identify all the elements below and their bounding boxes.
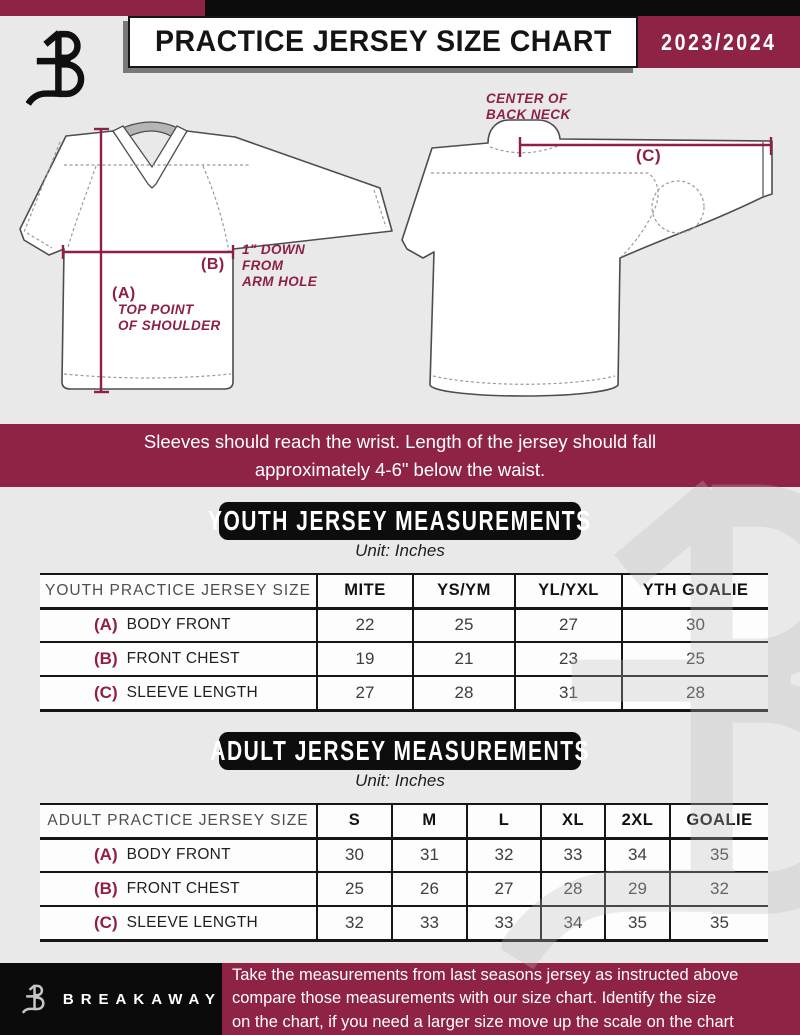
- footer-instructions-line-2: compare those measurements with our size chart. Identify the size: [232, 989, 717, 1008]
- column-header: YL/YXL: [515, 574, 622, 608]
- value-cell: 35: [605, 906, 670, 940]
- measurement-b-label: (B): [201, 256, 225, 273]
- value-cell: 28: [541, 872, 605, 906]
- value-cell: 25: [317, 872, 392, 906]
- value-cell: 19: [317, 642, 413, 676]
- footer-brand-name: BREAKAWAY: [62, 990, 222, 1008]
- footer-brand-block: [0, 963, 222, 1035]
- adult-unit-label: Unit: Inches: [355, 771, 445, 790]
- top-accent-black: [205, 0, 800, 16]
- row-label: BODY FRONT: [126, 846, 231, 864]
- row-key: (A): [94, 845, 118, 865]
- value-cell: 33: [541, 838, 605, 872]
- row-key: (C): [94, 682, 118, 702]
- footer-instructions: [222, 963, 800, 1035]
- row-key: (B): [94, 879, 118, 898]
- title-box: [128, 16, 638, 68]
- measurement-a-caption: TOP POINT OF SHOULDER: [118, 302, 221, 333]
- row-label: FRONT CHEST: [126, 880, 240, 897]
- breakaway-b-footer-icon: [22, 978, 50, 1020]
- youth-size-table: [40, 573, 768, 712]
- row-key: (B): [94, 649, 118, 668]
- top-accent-maroon: [0, 0, 205, 16]
- table-row: [40, 608, 768, 642]
- row-key: (A): [94, 615, 118, 635]
- column-header: YOUTH PRACTICE JERSEY SIZE: [40, 574, 317, 608]
- value-cell: 32: [467, 838, 541, 872]
- table-row: [40, 872, 768, 906]
- table-row: [40, 906, 768, 940]
- column-header: S: [317, 804, 392, 838]
- column-header: 2XL: [605, 804, 670, 838]
- footer-instructions-line-3: on the chart, if you need a larger size move up the scale on the chart: [232, 1012, 734, 1031]
- adult-section-title: ADULT JERSEY MEASUREMENTS: [210, 735, 590, 766]
- footer-instructions-line-1: Take the measurements from last seasons jersey as instructed above: [232, 965, 739, 984]
- fit-note-banner: [0, 424, 800, 487]
- value-cell: 35: [670, 906, 768, 940]
- youth-section-pill: [208, 502, 592, 540]
- measurement-c-caption: CENTER OF BACK NECK: [486, 91, 571, 122]
- adult-section-pill: [210, 732, 590, 770]
- value-cell: 28: [413, 676, 515, 710]
- column-header: YTH GOALIE: [622, 574, 768, 608]
- value-cell: 25: [413, 608, 515, 642]
- row-key: (C): [94, 912, 118, 932]
- youth-unit-label: Unit: Inches: [355, 541, 445, 560]
- column-header: M: [392, 804, 467, 838]
- value-cell: 23: [515, 642, 622, 676]
- row-label: SLEEVE LENGTH: [126, 913, 258, 931]
- value-cell: 21: [413, 642, 515, 676]
- measurement-b-caption: 1" DOWN FROM ARM HOLE: [242, 242, 318, 289]
- value-cell: 33: [467, 906, 541, 940]
- value-cell: 22: [317, 608, 413, 642]
- value-cell: 35: [670, 838, 768, 872]
- fit-note-line-1: Sleeves should reach the wrist. Length of the jersey should fall: [143, 430, 657, 452]
- table-row: [40, 838, 768, 872]
- adult-size-table: [40, 803, 768, 942]
- value-cell: 31: [515, 676, 622, 710]
- fit-note-line-2: approximately 4-6" below the waist.: [254, 458, 546, 480]
- value-cell: 29: [605, 872, 670, 906]
- row-label: SLEEVE LENGTH: [126, 683, 258, 701]
- value-cell: 26: [392, 872, 467, 906]
- youth-section-title: YOUTH JERSEY MEASUREMENTS: [208, 505, 592, 536]
- column-header: ADULT PRACTICE JERSEY SIZE: [40, 804, 317, 838]
- column-header: L: [467, 804, 541, 838]
- jersey-diagrams: [0, 85, 800, 425]
- measurement-c-label: (C): [636, 146, 662, 165]
- value-cell: 32: [317, 906, 392, 940]
- column-header: XL: [541, 804, 605, 838]
- table-row: [40, 676, 768, 710]
- back-jersey-diagram: [402, 120, 772, 396]
- value-cell: 34: [541, 906, 605, 940]
- row-label: BODY FRONT: [126, 616, 231, 634]
- page-title: PRACTICE JERSEY SIZE CHART: [154, 25, 612, 58]
- value-cell: 27: [515, 608, 622, 642]
- value-cell: 27: [467, 872, 541, 906]
- measurement-a-label: (A): [112, 285, 136, 302]
- value-cell: 34: [605, 838, 670, 872]
- season-badge: [638, 16, 800, 68]
- column-header: GOALIE: [670, 804, 768, 838]
- value-cell: 30: [622, 608, 768, 642]
- column-header: MITE: [317, 574, 413, 608]
- column-header: YS/YM: [413, 574, 515, 608]
- value-cell: 31: [392, 838, 467, 872]
- value-cell: 30: [317, 838, 392, 872]
- season-text: 2023/2024: [661, 28, 777, 55]
- value-cell: 27: [317, 676, 413, 710]
- value-cell: 25: [622, 642, 768, 676]
- table-row: [40, 642, 768, 676]
- row-label: FRONT CHEST: [126, 650, 240, 667]
- value-cell: 32: [670, 872, 768, 906]
- value-cell: 33: [392, 906, 467, 940]
- value-cell: 28: [622, 676, 768, 710]
